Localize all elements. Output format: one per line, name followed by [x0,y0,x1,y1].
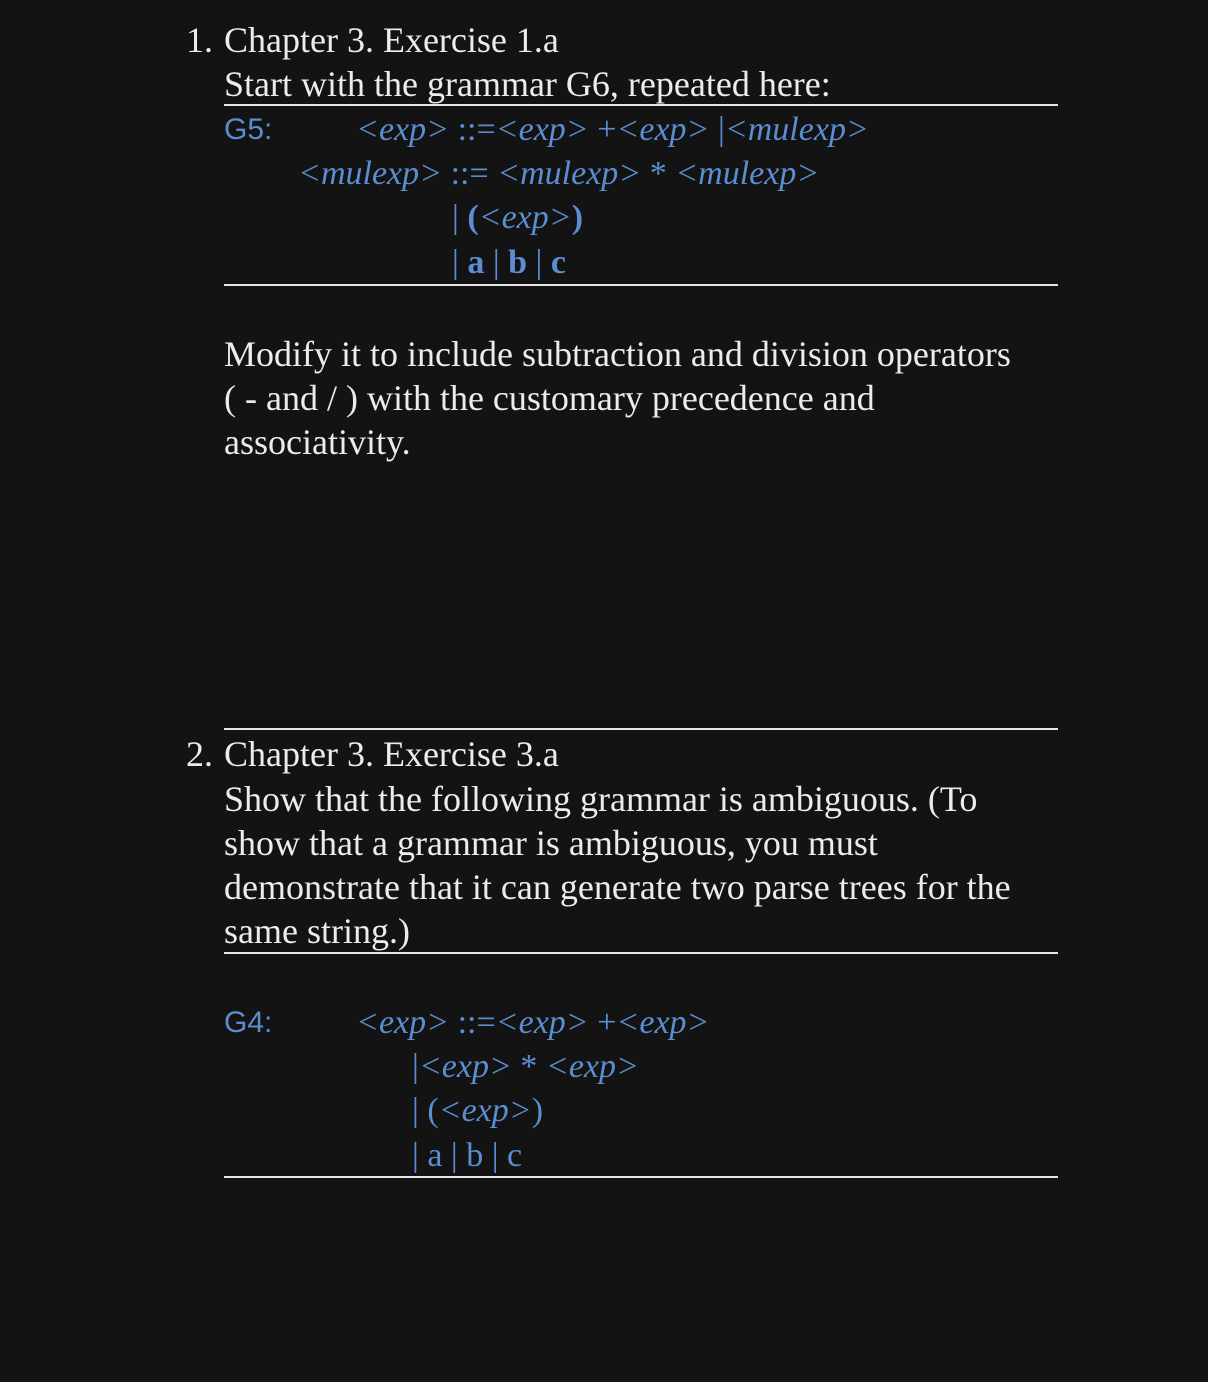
grammar-line-2 [298,152,819,196]
exercise-2-paragraph-line: demonstrate that it can generate two parse trees for the [224,867,1011,907]
star-operator: * [649,155,667,192]
nonterminal: <mulexp> [298,155,443,192]
divider [224,952,1058,954]
open-paren: ( [467,199,479,236]
nonterminal: <mulexp> [675,155,820,192]
alternation-bar: | [412,1092,419,1129]
alternation-bar: | [452,199,459,236]
alternation-bar: | [492,244,500,281]
exercise-2-number: 2. [186,734,213,774]
terminal: b [466,1137,484,1174]
divider [224,104,1058,106]
divider [224,728,1058,730]
grammar-line-3 [452,196,583,240]
nonterminal: <exp> [356,111,450,148]
grammar-line-2 [412,1045,639,1089]
exercise-2-paragraph-line: show that a grammar is ambiguous, you must [224,823,878,863]
define-operator: ::= [450,155,489,192]
grammar-line-1 [356,108,869,152]
nonterminal: <exp> [616,111,710,148]
open-paren: ( [427,1092,439,1129]
nonterminal: <exp> [545,1048,639,1085]
nonterminal: <exp> [478,199,572,236]
alternation-bar: | [412,1048,419,1085]
exercise-2-title: Chapter 3. Exercise 3.a [224,734,559,774]
exercise-1-paragraph-line: ( - and / ) with the customary precedence and [224,378,875,418]
grammar-line-1 [356,1001,710,1045]
grammar-line-4 [412,1134,522,1178]
nonterminal: <exp> [495,111,589,148]
exercise-2-paragraph-line: same string.) [224,911,410,951]
grammar-label: G5: [224,113,273,146]
close-paren: ) [571,199,584,236]
grammar-label: G4: [224,1006,273,1039]
nonterminal: <exp> [616,1004,710,1041]
alternation-bar: | [412,1137,419,1174]
exercise-1-paragraph-line: Modify it to include subtraction and division operators [224,334,1011,374]
close-paren: ) [531,1092,544,1129]
terminal: a [467,244,485,281]
terminal: a [427,1137,443,1174]
exercise-1-intro: Start with the grammar G6, repeated here: [224,64,831,104]
plus-operator: + [597,111,617,148]
grammar-line-3 [412,1089,543,1133]
divider [224,284,1058,286]
alternation-bar: | [491,1137,499,1174]
nonterminal: <exp> [418,1048,512,1085]
exercise-1-number: 1. [186,20,213,60]
nonterminal: <mulexp> [724,111,869,148]
alternation-bar: | [535,244,543,281]
terminal: b [508,244,528,281]
nonterminal: <mulexp> [497,155,642,192]
terminal: c [507,1137,523,1174]
star-operator: * [520,1048,538,1085]
alternation-bar: | [450,1137,458,1174]
divider [224,1176,1058,1178]
plus-operator: + [597,1004,617,1041]
nonterminal: <exp> [495,1004,589,1041]
alternation-bar: | [718,111,725,148]
exercise-1-title: Chapter 3. Exercise 1.a [224,20,559,60]
exercise-1-paragraph-line: associativity. [224,422,411,462]
define-operator: ::= [457,1004,496,1041]
terminal: c [550,244,566,281]
grammar-line-4 [452,241,566,285]
nonterminal: <exp> [356,1004,450,1041]
alternation-bar: | [452,244,459,281]
nonterminal: <exp> [438,1092,532,1129]
define-operator: ::= [457,111,496,148]
exercise-2-paragraph-line: Show that the following grammar is ambiguous. (To [224,779,978,819]
